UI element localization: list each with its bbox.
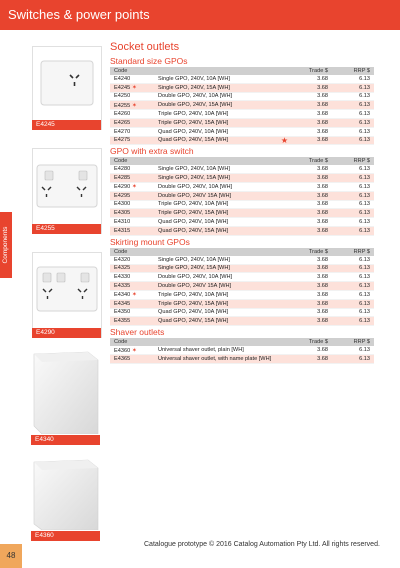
- product-description: Universal shaver outlet, plain [WH]: [158, 347, 244, 354]
- section-title: GPO with extra switch: [110, 146, 194, 157]
- table-row[interactable]: [110, 92, 374, 101]
- product-code: E4305: [114, 210, 131, 217]
- table-header-row: [110, 338, 374, 346]
- cell-description: [154, 118, 290, 127]
- cell-rrp-price: 6.13: [332, 118, 374, 127]
- cell-trade-price: 3.68: [290, 118, 332, 127]
- cell-trade-price: 3.68: [290, 256, 332, 264]
- cell-code: [110, 191, 154, 200]
- table-row[interactable]: [110, 299, 374, 308]
- cell-trade-price: 3.68: [290, 75, 332, 83]
- cell-rrp-price: 6.13: [332, 200, 374, 209]
- product-image-skirting-gpo[interactable]: [32, 350, 100, 444]
- cell-rrp-price: 6.13: [332, 264, 374, 273]
- product-code: E4330: [114, 274, 131, 281]
- cell-description: [154, 282, 290, 291]
- cell-code: [110, 290, 154, 299]
- product-code-label: E4360: [31, 531, 100, 541]
- product-code: E4240: [114, 75, 131, 82]
- cell-trade-price: 3.68: [290, 191, 332, 200]
- cell-description: [154, 136, 290, 145]
- cell-code: [110, 218, 154, 227]
- product-code: E4290: [114, 184, 131, 191]
- cell-description: [154, 92, 290, 101]
- product-description: Double GPO, 240V, 10A [WH]: [158, 274, 233, 281]
- product-code: E4310: [114, 219, 131, 226]
- header-code: Code: [110, 338, 154, 346]
- cell-rrp-price: 6.13: [332, 136, 374, 145]
- product-description: Single GPO, 240V, 15A [WH]: [158, 265, 230, 272]
- cell-code: [110, 299, 154, 308]
- product-code: E4345: [114, 300, 131, 307]
- header-description: [154, 338, 290, 346]
- content-title: Socket outlets: [110, 41, 180, 53]
- cell-code: [110, 282, 154, 291]
- table-row[interactable]: [110, 118, 374, 127]
- shaver-box-icon: [32, 456, 100, 530]
- cell-description: [154, 101, 290, 110]
- table-row[interactable]: [110, 226, 374, 235]
- cell-code: [110, 127, 154, 136]
- cell-trade-price: 3.68: [290, 101, 332, 110]
- cell-trade-price: 3.68: [290, 110, 332, 119]
- page-number: 48: [0, 544, 22, 568]
- table-row[interactable]: [110, 127, 374, 136]
- product-description: Quad GPO, 240V, 15A [WH]: [158, 318, 229, 325]
- product-code: E4280: [114, 166, 131, 173]
- product-description: Triple GPO, 240V, 10A [WH]: [158, 291, 229, 298]
- cell-rrp-price: 6.13: [332, 273, 374, 282]
- header-rrp: RRP $: [332, 67, 374, 75]
- cell-code: [110, 273, 154, 282]
- product-description: Triple GPO, 240V, 15A [WH]: [158, 119, 229, 126]
- table-row[interactable]: [110, 290, 374, 299]
- cell-description: [154, 226, 290, 235]
- product-code: E4260: [114, 111, 131, 118]
- cell-rrp-price: 6.13: [332, 83, 374, 92]
- cell-code: [110, 174, 154, 183]
- cell-code: [110, 118, 154, 127]
- product-description: Universal shaver outlet, with name plate [WH]: [158, 355, 272, 362]
- product-code: E4320: [114, 256, 131, 263]
- product-description: Quad GPO, 240V, 10A [WH]: [158, 219, 229, 226]
- product-description: Double GPO, 240V 15A [WH]: [158, 283, 232, 290]
- table-row[interactable]: [110, 83, 374, 92]
- product-code-label: E4290: [32, 328, 101, 338]
- header-trade: Trade $: [290, 338, 332, 346]
- cell-code: [110, 308, 154, 317]
- cell-trade-price: 3.68: [290, 226, 332, 235]
- header-rrp: RRP $: [332, 248, 374, 256]
- product-description: Single GPO, 240V, 10A [WH]: [158, 75, 230, 82]
- product-description: Single GPO, 240V, 10A [WH]: [158, 166, 230, 173]
- cell-trade-price: 3.68: [290, 273, 332, 282]
- cell-code: [110, 101, 154, 110]
- section-tab[interactable]: [0, 212, 12, 278]
- footer-copyright: Catalogue prototype © 2016 Catalog Automation Pty Ltd. All rights reserved.: [144, 541, 380, 548]
- table-row[interactable]: [110, 282, 374, 291]
- table-row[interactable]: [110, 273, 374, 282]
- cell-trade-price: 3.68: [290, 299, 332, 308]
- cell-rrp-price: 6.13: [332, 127, 374, 136]
- sections-container: [110, 56, 374, 364]
- header-code: Code: [110, 67, 154, 75]
- product-code: E4340: [114, 292, 131, 299]
- table-row[interactable]: [110, 264, 374, 273]
- product-description: Double GPO, 240V 15A [WH]: [158, 192, 232, 199]
- product-table: [110, 157, 374, 235]
- table-row[interactable]: [110, 346, 374, 354]
- table-header-row: [110, 157, 374, 165]
- table-row[interactable]: [110, 75, 374, 83]
- featured-star-icon: ✶: [130, 292, 137, 299]
- product-description: Triple GPO, 240V, 15A [WH]: [158, 300, 229, 307]
- product-table: [110, 338, 374, 364]
- product-code: E4270: [114, 128, 131, 135]
- header-code: Code: [110, 157, 154, 165]
- product-image-double-gpo[interactable]: [32, 148, 102, 234]
- cell-code: [110, 317, 154, 326]
- featured-star-icon: ✶: [130, 102, 137, 109]
- product-description: Quad GPO, 240V, 15A [WH]: [158, 227, 229, 234]
- cell-description: [154, 256, 290, 264]
- product-description: Triple GPO, 240V, 15A [WH]: [158, 210, 229, 217]
- cell-description: [154, 110, 290, 119]
- table-row[interactable]: [110, 136, 374, 145]
- cell-description: [154, 218, 290, 227]
- cell-description: [154, 273, 290, 282]
- table-row[interactable]: [110, 308, 374, 317]
- skirting-box-icon: [32, 350, 100, 434]
- table-row[interactable]: [110, 209, 374, 218]
- product-table: [110, 248, 374, 326]
- product-description: Quad GPO, 240V, 15A [WH]: [158, 137, 229, 144]
- cell-rrp-price: 6.13: [332, 101, 374, 110]
- cell-description: [154, 264, 290, 273]
- product-description: Single GPO, 240V, 10A [WH]: [158, 256, 230, 263]
- product-code: E4325: [114, 265, 131, 272]
- table-row[interactable]: [110, 354, 374, 363]
- cell-rrp-price: 6.13: [332, 299, 374, 308]
- cell-rrp-price: 6.13: [332, 282, 374, 291]
- table-row[interactable]: [110, 182, 374, 191]
- double-gpo-icon: [33, 149, 101, 223]
- cell-trade-price: 3.68: [290, 317, 332, 326]
- product-code-label: E4255: [32, 224, 101, 234]
- table-header-row: [110, 248, 374, 256]
- table-row[interactable]: [110, 200, 374, 209]
- table-header-row: [110, 67, 374, 75]
- cell-code: [110, 83, 154, 92]
- product-code: E4265: [114, 119, 131, 126]
- cell-trade-price: 3.68: [290, 92, 332, 101]
- table-row[interactable]: [110, 165, 374, 173]
- cell-trade-price: 3.68: [290, 209, 332, 218]
- product-description: Single GPO, 240V, 15A [WH]: [158, 175, 230, 182]
- single-gpo-icon: [33, 47, 101, 119]
- product-code: E4255: [114, 102, 131, 109]
- cell-code: [110, 75, 154, 83]
- header-description: [154, 157, 290, 165]
- product-code: E4245: [114, 85, 131, 92]
- cell-rrp-price: 6.13: [332, 317, 374, 326]
- cell-code: [110, 256, 154, 264]
- cell-rrp-price: 6.13: [332, 182, 374, 191]
- cell-code: [110, 226, 154, 235]
- cell-trade-price: 3.68: [290, 264, 332, 273]
- table-row[interactable]: [110, 191, 374, 200]
- product-description: Single GPO, 240V, 15A [WH]: [158, 84, 230, 91]
- cell-code: [110, 354, 154, 363]
- featured-star-icon: ✶: [130, 347, 137, 354]
- cell-description: [154, 200, 290, 209]
- cell-rrp-price: 6.13: [332, 218, 374, 227]
- product-description: Double GPO, 240V, 15A [WH]: [158, 102, 233, 109]
- section-tab-label: Components: [2, 226, 9, 264]
- featured-star-icon: ✶: [130, 85, 137, 92]
- cell-rrp-price: 6.13: [332, 191, 374, 200]
- table-row[interactable]: [110, 256, 374, 264]
- product-description: Triple GPO, 240V, 10A [WH]: [158, 201, 229, 208]
- gpo-extra-switch-icon: [33, 253, 101, 327]
- product-code: E4275: [114, 137, 131, 144]
- product-description: Triple GPO, 240V, 10A [WH]: [158, 111, 229, 118]
- cell-description: [154, 174, 290, 183]
- product-description: Double GPO, 240V, 10A [WH]: [158, 183, 233, 190]
- cell-description: [154, 354, 290, 363]
- product-description: Double GPO, 240V, 10A [WH]: [158, 93, 233, 100]
- cell-trade-price: 3.68: [290, 165, 332, 173]
- cell-description: [154, 75, 290, 83]
- header-description: [154, 67, 290, 75]
- cell-code: [110, 209, 154, 218]
- cell-rrp-price: 6.13: [332, 226, 374, 235]
- product-code: E4335: [114, 283, 131, 290]
- page-header: [0, 0, 400, 30]
- product-code-label: E4245: [32, 120, 101, 130]
- cell-trade-price: 3.68: [290, 83, 332, 92]
- featured-star-icon: ✶: [130, 184, 137, 191]
- cell-trade-price: 3.68: [290, 346, 332, 354]
- cell-rrp-price: 6.13: [332, 174, 374, 183]
- product-code: E4295: [114, 192, 131, 199]
- cell-code: [110, 346, 154, 354]
- cell-rrp-price: 6.13: [332, 110, 374, 119]
- cell-trade-price: 3.68: [290, 127, 332, 136]
- cell-description: [154, 209, 290, 218]
- cell-rrp-price: 6.13: [332, 308, 374, 317]
- cell-rrp-price: 6.13: [332, 209, 374, 218]
- product-code: E4250: [114, 93, 131, 100]
- product-image-single-gpo[interactable]: [32, 46, 102, 130]
- cell-description: [154, 127, 290, 136]
- table-row[interactable]: [110, 110, 374, 119]
- header-trade: Trade $: [290, 157, 332, 165]
- table-row[interactable]: [110, 317, 374, 326]
- cell-rrp-price: 6.13: [332, 92, 374, 101]
- table-row[interactable]: [110, 101, 374, 110]
- header-code: Code: [110, 248, 154, 256]
- cell-description: [154, 182, 290, 191]
- header-rrp: RRP $: [332, 157, 374, 165]
- cell-trade-price: 3.68: [290, 308, 332, 317]
- cell-code: [110, 110, 154, 119]
- cell-trade-price: 3.68: [290, 182, 332, 191]
- cell-description: [154, 346, 290, 354]
- cell-rrp-price: 6.13: [332, 290, 374, 299]
- catalogue-content: [110, 41, 374, 364]
- cell-code: [110, 136, 154, 145]
- product-code-label: E4340: [31, 435, 100, 445]
- product-image-shaver-outlet[interactable]: [32, 456, 100, 540]
- header-rrp: RRP $: [332, 338, 374, 346]
- product-table: [110, 67, 374, 145]
- header-description: [154, 248, 290, 256]
- cell-code: [110, 182, 154, 191]
- product-image-gpo-extra-switch[interactable]: [32, 252, 102, 338]
- cell-rrp-price: 6.13: [332, 165, 374, 173]
- cell-description: [154, 83, 290, 92]
- cell-code: [110, 92, 154, 101]
- table-row[interactable]: [110, 174, 374, 183]
- cell-trade-price: 3.68: [290, 218, 332, 227]
- cell-description: [154, 191, 290, 200]
- cell-rrp-price: 6.13: [332, 346, 374, 354]
- cell-trade-price: 3.68: [290, 136, 332, 145]
- cell-description: [154, 165, 290, 173]
- cell-trade-price: 3.68: [290, 354, 332, 363]
- product-code: E4285: [114, 175, 131, 182]
- product-code: E4360: [114, 347, 131, 354]
- cell-trade-price: 3.68: [290, 282, 332, 291]
- cell-rrp-price: 6.13: [332, 256, 374, 264]
- cell-code: [110, 264, 154, 273]
- cell-trade-price: 3.68: [290, 290, 332, 299]
- cell-rrp-price: 6.13: [332, 354, 374, 363]
- product-code: E4350: [114, 309, 131, 316]
- cell-description: [154, 308, 290, 317]
- cell-description: [154, 299, 290, 308]
- section-title: Standard size GPOs: [110, 56, 188, 66]
- section-title: Skirting mount GPOs: [110, 236, 190, 247]
- cell-code: [110, 165, 154, 173]
- table-row[interactable]: [110, 218, 374, 227]
- product-code: E4315: [114, 227, 131, 234]
- header-trade: Trade $: [290, 248, 332, 256]
- highlight-star-icon: ★: [280, 135, 288, 145]
- cell-trade-price: 3.68: [290, 200, 332, 209]
- cell-trade-price: 3.68: [290, 174, 332, 183]
- product-code: E4300: [114, 201, 131, 208]
- cell-code: [110, 200, 154, 209]
- page-header-title: Switches & power points: [8, 7, 150, 22]
- cell-rrp-price: 6.13: [332, 75, 374, 83]
- header-trade: Trade $: [290, 67, 332, 75]
- product-description: Quad GPO, 240V, 10A [WH]: [158, 309, 229, 316]
- product-description: Quad GPO, 240V, 10A [WH]: [158, 128, 229, 135]
- product-code: E4365: [114, 355, 131, 362]
- cell-description: [154, 290, 290, 299]
- product-code: E4355: [114, 318, 131, 325]
- cell-description: [154, 317, 290, 326]
- section-title: Shaver outlets: [110, 327, 165, 338]
